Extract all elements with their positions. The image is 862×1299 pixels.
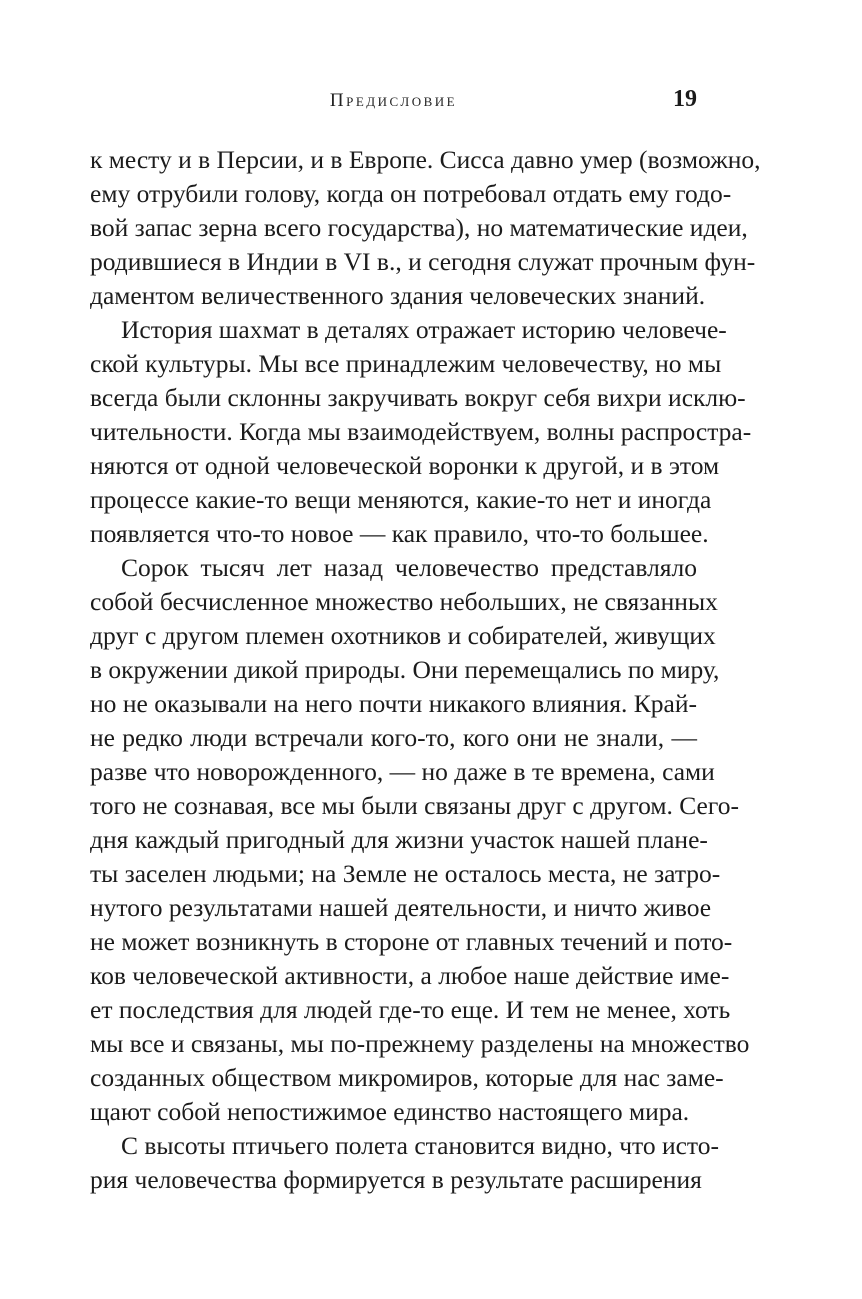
text-line: нутого результатами нашей деятельности, и ничто живое bbox=[90, 893, 712, 922]
running-head bbox=[90, 86, 697, 120]
page-number: 19 bbox=[673, 86, 697, 112]
text-line: не может возникнуть в стороне от главных течений и пото- bbox=[90, 927, 733, 956]
text-line: мы все и связаны, мы по-прежнему разделены на множество bbox=[90, 1029, 750, 1058]
text-line: даментом величественного здания человеческих знаний. bbox=[90, 281, 706, 310]
text-line: созданных обществом микромиров, которые для нас заме- bbox=[90, 1063, 724, 1092]
text-line: собой бесчисленное множество небольших, не связанных bbox=[90, 587, 718, 616]
text-line: няются от одной человеческой воронки к другой, и в этом bbox=[90, 451, 720, 480]
text-line: не редко люди встречали кого-то, кого они не знали, — bbox=[90, 723, 697, 752]
text-line: вой запас зерна всего государства), но математические идеи, bbox=[90, 213, 748, 242]
text-line: дня каждый пригодный для жизни участок нашей плане- bbox=[90, 825, 708, 854]
text-line: ты заселен людьми; на Земле не осталось места, не затро- bbox=[90, 859, 721, 888]
text-line: ему отрубили голову, когда он потребовал отдать ему годо- bbox=[90, 179, 732, 208]
text-line: чительности. Когда мы взаимодействуем, волны распростра- bbox=[90, 417, 752, 446]
text-line: друг с другом племен охотников и собирателей, живущих bbox=[90, 621, 716, 650]
body-text bbox=[90, 143, 761, 1197]
text-line: рия человечества формируется в результате расширения bbox=[90, 1165, 702, 1194]
text-line: С высоты птичьего полета становится видно, что исто- bbox=[121, 1131, 719, 1160]
text-line: но не оказывали на него почти никакого влияния. Край- bbox=[90, 689, 697, 718]
text-line: родившиеся в Индии в VI в., и сегодня служат прочным фун- bbox=[90, 247, 756, 276]
text-line: ков человеческой активности, а любое наше действие име- bbox=[90, 961, 730, 990]
text-line: История шахмат в деталях отражает историю человече- bbox=[121, 315, 727, 344]
text-line: Сорок тысяч лет назад человечество представляло bbox=[121, 553, 697, 582]
text-line: всегда были склонны закручивать вокруг себя вихри исклю- bbox=[90, 383, 746, 412]
text-line: в окружении дикой природы. Они перемещались по миру, bbox=[90, 655, 720, 684]
text-line: процессе какие-то вещи меняются, какие-то нет и иногда bbox=[90, 485, 712, 514]
text-line: ской культуры. Мы все принадлежим человечеству, но мы bbox=[90, 349, 722, 378]
text-line: разве что новорожденного, — но даже в те времена, сами bbox=[90, 757, 715, 786]
text-line: того не сознавая, все мы были связаны друг с другом. Сего- bbox=[90, 791, 739, 820]
text-line: к месту и в Персии, и в Европе. Сисса давно умер (возможно, bbox=[90, 145, 761, 174]
running-title: Предисловие bbox=[329, 90, 458, 111]
text-line: ет последствия для людей где-то еще. И тем не менее, хоть bbox=[90, 995, 731, 1024]
text-line: щают собой непостижимое единство настоящего мира. bbox=[90, 1097, 690, 1126]
text-line: появляется что-то новое — как правило, что-то большее. bbox=[90, 519, 709, 548]
